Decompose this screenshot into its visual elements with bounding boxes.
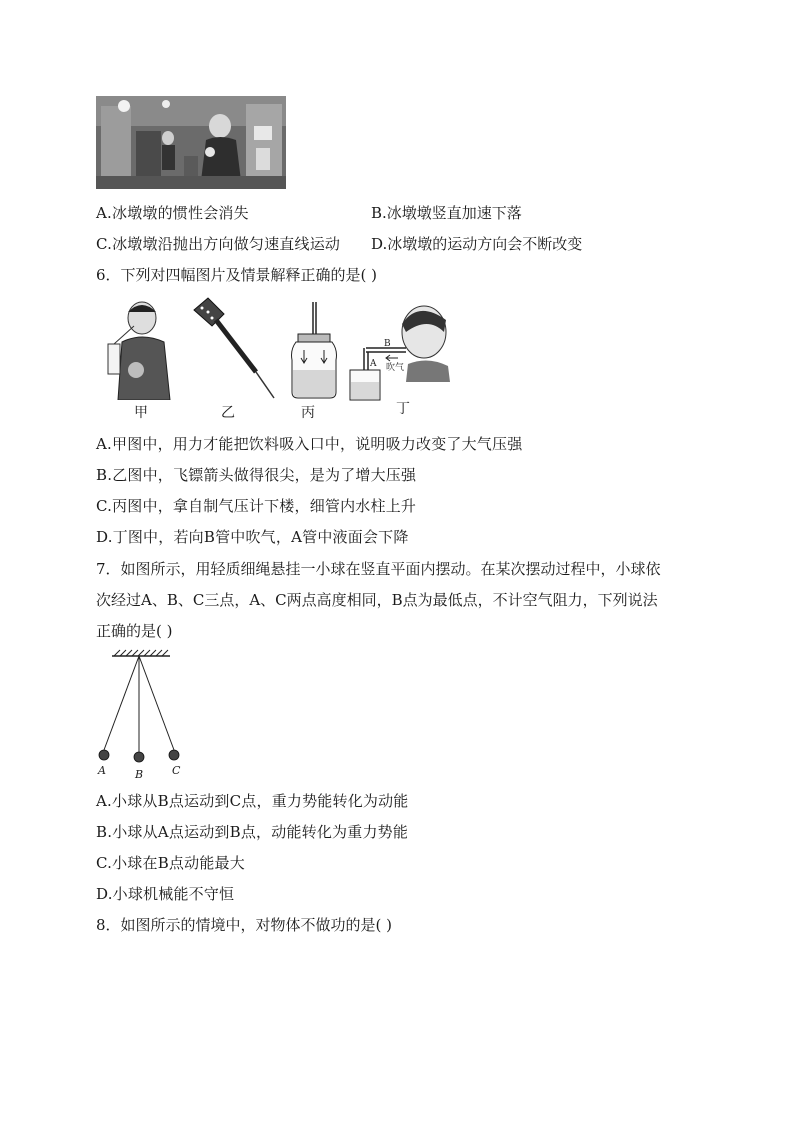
q8-stem: 8．如图所示的情境中，对物体不做功的是( )	[96, 916, 393, 934]
dart-figure	[190, 296, 280, 401]
blowing-tube-figure	[348, 302, 452, 402]
q7-stem-line1: 7．如图所示，用轻质细绳悬挂一小球在竖直平面内摆动。在某次摆动过程中，小球依	[96, 560, 661, 578]
q6-option-c: C.丙图中，拿自制气压计下楼，细管内水柱上升	[96, 497, 417, 515]
point-label-c: C	[172, 764, 181, 777]
pendulum-diagram	[92, 648, 192, 783]
q5-option-c: C.冰墩墩沿抛出方向做匀速直线运动	[96, 235, 341, 253]
point-label-b: B	[135, 768, 144, 781]
q5-option-b: B.冰墩墩竖直加速下落	[371, 204, 522, 222]
ball-a	[99, 750, 109, 760]
caption-ding: 丁	[396, 401, 410, 417]
q5-option-d: D.冰墩墩的运动方向会不断改变	[371, 235, 583, 253]
q6-stem: 6．下列对四幅图片及情景解释正确的是( )	[96, 266, 378, 284]
q7-stem-line3: 正确的是( )	[96, 622, 173, 640]
tube-label-a: A	[370, 359, 377, 369]
q7-option-a: A.小球从B点运动到C点，重力势能转化为动能	[96, 792, 409, 810]
space-station-photo	[96, 96, 286, 189]
q6-option-d: D.丁图中，若向B管中吹气，A管中液面会下降	[96, 528, 409, 546]
q7-stem-line2: 次经过A、B、C三点，A、C两点高度相同，B点为最低点，不计空气阻力，下列说法	[96, 591, 658, 609]
ball-b	[134, 752, 144, 762]
caption-jia: 甲	[134, 405, 148, 421]
q6-option-a: A.甲图中，用力才能把饮料吸入口中，说明吸力改变了大气压强	[96, 435, 523, 453]
point-label-a: A	[98, 764, 106, 777]
tube-label-b: B	[384, 339, 391, 349]
q6-option-b: B.乙图中，飞镖箭头做得很尖，是为了增大压强	[96, 466, 417, 484]
caption-bing: 丙	[301, 405, 315, 421]
q7-option-d: D.小球机械能不守恒	[96, 885, 235, 903]
barometer-figure	[288, 300, 340, 400]
boy-drinking-figure	[104, 300, 174, 400]
caption-yi: 乙	[221, 405, 235, 421]
q7-option-b: B.小球从A点运动到B点，动能转化为重力势能	[96, 823, 409, 841]
blow-label: 吹气	[386, 363, 405, 373]
ball-c	[169, 750, 179, 760]
q7-option-c: C.小球在B点动能最大	[96, 854, 245, 872]
q5-option-a: A.冰墩墩的惯性会消失	[96, 204, 249, 222]
